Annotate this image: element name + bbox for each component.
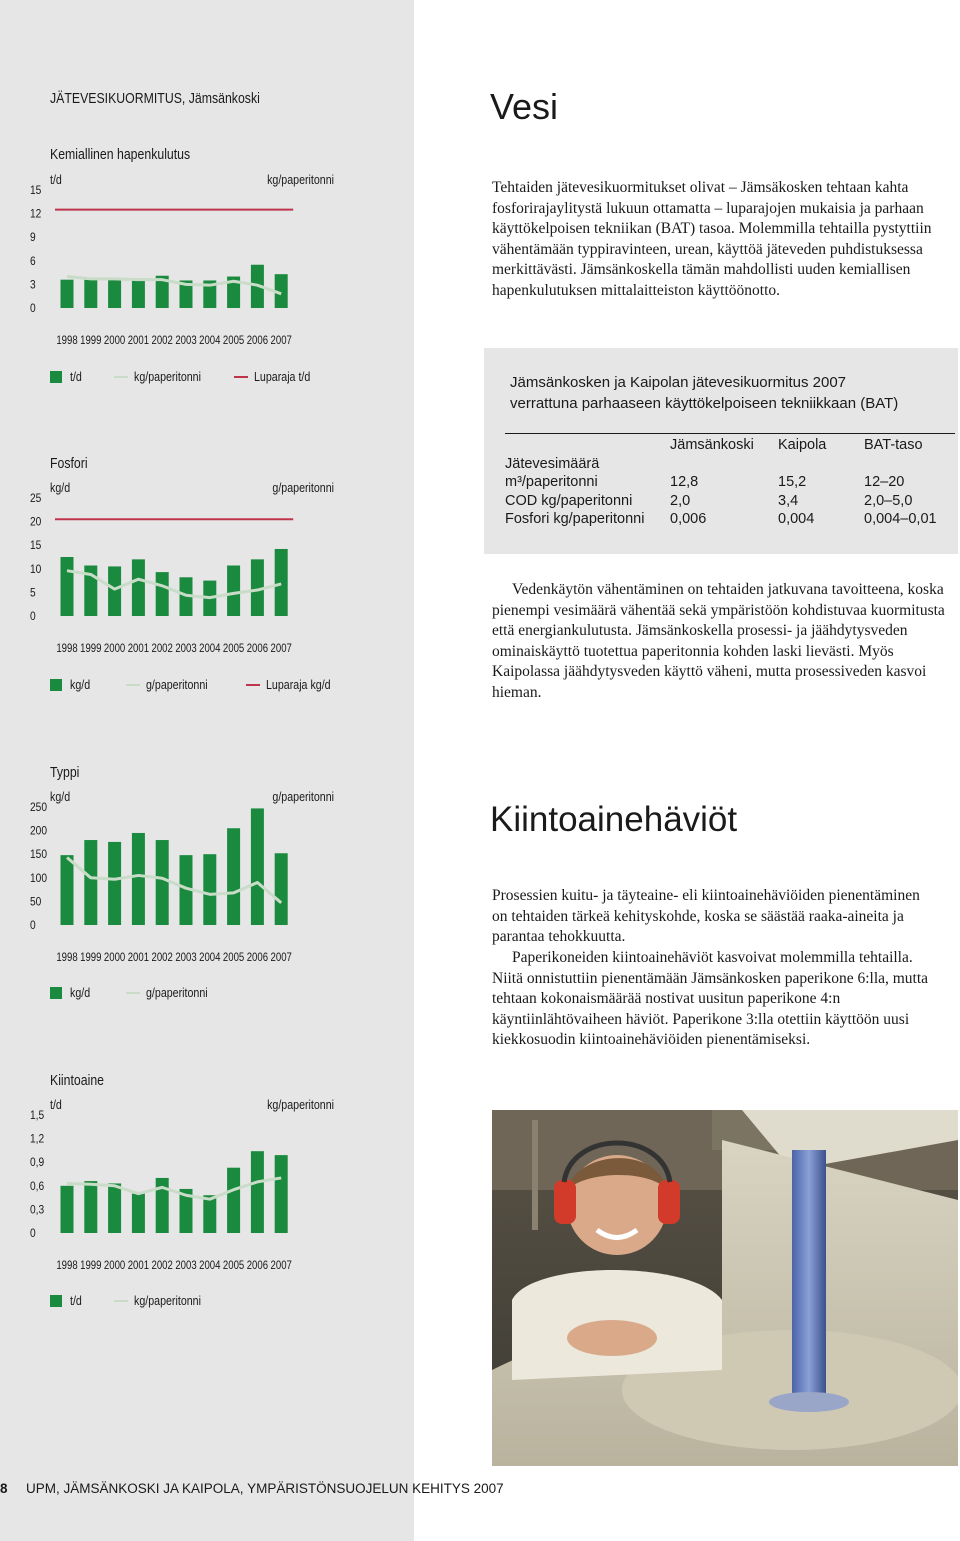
y-tick-label: 15 <box>30 539 42 553</box>
y-tick-label: 200 <box>30 824 48 838</box>
table-row <box>505 473 955 492</box>
x-tick-label: 2005 <box>222 1259 245 1273</box>
legend-limit-swatch <box>246 684 260 686</box>
bar <box>61 1186 74 1233</box>
bat-header-cell: Kaipola <box>778 437 827 454</box>
legend-line-swatch <box>126 992 140 994</box>
bar <box>227 565 240 616</box>
bar <box>132 279 145 308</box>
right-unit-label: g/paperitonni <box>272 479 335 496</box>
bar <box>275 549 288 616</box>
y-tick-label: 0 <box>30 610 36 624</box>
legend-limit-swatch <box>234 376 248 378</box>
heading-vesi: Vesi <box>490 86 559 127</box>
x-tick-label: 2006 <box>246 1259 269 1273</box>
bar <box>84 280 97 308</box>
bat-table-rule <box>505 433 955 434</box>
table-cell: 3,4 <box>778 492 799 509</box>
chart-title-text: Fosfori <box>50 455 88 472</box>
legend-label: g/paperitonni <box>146 677 208 692</box>
table-row <box>505 510 955 529</box>
y-tick-label: 100 <box>30 872 48 886</box>
left-unit-label: kg/d <box>50 788 71 805</box>
x-tick-label: 2003 <box>175 951 197 965</box>
x-tick-label: 1998 <box>56 334 78 348</box>
table-cell: 0,004–0,01 <box>864 511 937 528</box>
legend-label: kg/paperitonni <box>134 1293 201 1308</box>
y-tick-label: 1,2 <box>30 1132 45 1146</box>
legend-label: kg/d <box>70 677 91 692</box>
table-cell: Jätevesimäärä <box>505 455 600 472</box>
y-tick-label: 0,6 <box>30 1180 45 1194</box>
x-tick-label: 1999 <box>80 1259 102 1273</box>
x-tick-label: 2006 <box>246 642 269 656</box>
bat-header-row <box>505 436 955 455</box>
chart-typpi <box>0 785 414 965</box>
x-tick-label: 2003 <box>175 1259 197 1273</box>
table-cell: 0,004 <box>778 511 815 528</box>
bar <box>203 1195 216 1233</box>
bar <box>275 853 288 925</box>
x-tick-label: 1998 <box>56 642 78 656</box>
y-tick-label: 12 <box>30 207 42 221</box>
legend-bar-swatch <box>50 371 62 383</box>
y-tick-label: 0,3 <box>30 1203 45 1217</box>
x-tick-label: 1998 <box>56 1259 78 1273</box>
y-tick-label: 5 <box>30 586 36 600</box>
x-tick-label: 2006 <box>246 951 269 965</box>
legend-label: kg/d <box>70 985 91 1000</box>
chart-chem <box>0 168 414 348</box>
table-row <box>505 492 955 511</box>
bat-title-line: verrattuna parhaaseen käyttökelpoiseen tekniikkaan (BAT) <box>510 395 899 412</box>
x-tick-label: 2002 <box>151 642 173 656</box>
bar <box>132 1194 145 1233</box>
chart-kiintoaine <box>0 1093 414 1273</box>
series-line <box>67 1178 281 1199</box>
y-tick-label: 25 <box>30 492 42 506</box>
page-number: 8 <box>0 1481 8 1496</box>
legend-kiintoaine <box>50 1293 216 1308</box>
legend-label: g/paperitonni <box>146 985 208 1000</box>
legend-label: kg/paperitonni <box>134 369 201 384</box>
legend-label: Luparaja t/d <box>254 369 311 384</box>
legend-bar-swatch <box>50 679 62 691</box>
series-line <box>67 571 281 598</box>
table-cell: COD kg/paperitonni <box>505 492 633 509</box>
x-tick-label: 2001 <box>127 1259 150 1273</box>
footer-text: UPM, JÄMSÄNKOSKI JA KAIPOLA, YMPÄRISTÖNSUOJELUN KEHITYS 2007 <box>26 1481 504 1496</box>
x-tick-label: 2007 <box>270 334 292 348</box>
chart-title-text: Kemiallinen hapenkulutus <box>50 146 191 163</box>
x-tick-label: 1999 <box>80 951 102 965</box>
bar <box>275 1155 288 1233</box>
x-tick-label: 2005 <box>222 642 245 656</box>
x-tick-label: 2001 <box>127 642 150 656</box>
left-unit-label: kg/d <box>50 479 71 496</box>
bar <box>132 833 145 925</box>
x-tick-label: 2007 <box>270 642 292 656</box>
vedenkaytto-paragraph: Vedenkäytön vähentäminen on tehtaiden jatkuvana tavoitteena, koska pienempi vesimäärä vähentää sekä ympäristöön kohdistuvaa kuormitusta että energiankulutusta. Jämsänkoskella prosessi- ja jäähdytysveden ominaiskäyttö tuotettua paperitonnia kohden laski lievästi. Myös Kaipolassa jäähdytysveden käyttö väheni, mutta prosessiveden kasvoi hieman. <box>492 581 945 701</box>
table-cell: 2,0 <box>670 492 691 509</box>
bar <box>251 1151 264 1233</box>
x-tick-label: 2007 <box>270 1259 292 1273</box>
x-tick-label: 2001 <box>127 951 150 965</box>
x-tick-label: 2007 <box>270 951 292 965</box>
legend-fosfori <box>50 677 345 692</box>
x-tick-label: 1999 <box>80 334 102 348</box>
kiinto-paragraph-2: Paperikoneiden kiintoainehäviöt kasvoivat molemmilla tehtailla. Niitä onnistuttiin pienentämään Jämsänkosken paperikone 6:lla, mutta tehtaan kokonaismäärää nostivat uusitun paperikone 4:n käyntiinlähtövaiheen häviöt. Paperikone 3:lla otettiin käyttöön uusi kiekkosuodin kiintoainehäviöiden pienentämiseksi. <box>492 949 929 1048</box>
chart-title-chem <box>50 146 221 163</box>
chart-title-kiintoaine <box>50 1072 116 1089</box>
chart-title-fosfori <box>50 455 96 472</box>
x-tick-label: 2002 <box>151 1259 173 1273</box>
bar <box>108 279 121 308</box>
y-tick-label: 6 <box>30 255 36 269</box>
bar <box>156 840 169 925</box>
y-tick-label: 20 <box>30 515 42 529</box>
bat-title-line: Jämsänkosken ja Kaipolan jätevesikuormitus 2007 <box>510 374 847 391</box>
bat-header-cell: Jämsänkoski <box>670 437 754 454</box>
left-unit-label: t/d <box>50 171 62 188</box>
y-tick-label: 3 <box>30 278 36 292</box>
table-cell: 2,0–5,0 <box>864 492 913 509</box>
bat-header-cell <box>505 436 670 455</box>
bar <box>227 828 240 925</box>
legend-chem <box>50 369 323 384</box>
table-cell <box>864 455 955 474</box>
bar <box>61 855 74 925</box>
legend-typpi <box>50 985 221 1000</box>
legend-line-swatch <box>126 684 140 686</box>
x-tick-label: 2004 <box>199 642 221 656</box>
x-tick-label: 2003 <box>175 334 197 348</box>
x-tick-label: 2004 <box>199 334 221 348</box>
legend-line-swatch <box>114 1300 128 1302</box>
y-tick-label: 0 <box>30 919 36 933</box>
right-unit-label: g/paperitonni <box>272 788 335 805</box>
table-cell <box>778 455 864 474</box>
y-tick-label: 10 <box>30 563 42 577</box>
bar <box>203 854 216 925</box>
bat-box-title <box>510 372 898 414</box>
table-cell: 0,006 <box>670 511 707 528</box>
photo-illustration <box>492 1110 958 1466</box>
chart-title-text: Kiintoaine <box>50 1072 105 1089</box>
table-cell: 15,2 <box>778 474 807 491</box>
x-tick-label: 2000 <box>103 951 126 965</box>
y-tick-label: 1,5 <box>30 1109 45 1123</box>
x-tick-label: 2005 <box>222 334 245 348</box>
x-tick-label: 2006 <box>246 334 269 348</box>
y-tick-label: 0,9 <box>30 1156 45 1170</box>
table-row <box>505 455 955 474</box>
x-tick-label: 2002 <box>151 334 173 348</box>
legend-line-swatch <box>114 376 128 378</box>
x-tick-label: 2003 <box>175 642 197 656</box>
kiinto-paragraph-1: Prosessien kuitu- ja täyteaine- eli kiintoainehäviöiden pienentäminen on tehtaiden tärkeä kehityskohde, koska se säästää raaka-aineita ja parantaa tehokkuutta. <box>492 887 920 945</box>
table-cell <box>670 455 778 474</box>
bar <box>251 808 264 925</box>
legend-bar-swatch <box>50 987 62 999</box>
y-tick-label: 15 <box>30 184 42 198</box>
right-unit-label: kg/paperitonni <box>267 1096 335 1113</box>
bar <box>84 1181 97 1233</box>
table-cell: 12,8 <box>670 474 699 491</box>
y-tick-label: 0 <box>30 1227 36 1241</box>
x-tick-label: 2000 <box>103 642 126 656</box>
series-line <box>67 277 281 294</box>
bar <box>61 557 74 616</box>
legend-bar-swatch <box>50 1295 62 1307</box>
y-tick-label: 250 <box>30 801 48 815</box>
heading-kiintoainehaviot: Kiintoainehäviöt <box>490 800 738 839</box>
x-tick-label: 2000 <box>103 334 126 348</box>
x-tick-label: 2004 <box>199 951 221 965</box>
vesi-paragraph: Tehtaiden jätevesikuormitukset olivat – Jämsäkosken tehtaan kahta fosforirajaylitystä lukuun ottamatta – luparajojen mukaisia ja parhaan käyttökelpoisen tekniikan (BAT) tasoa. Molemmilla tehtailla pystyttiin vähentämään typpiravinteen, urean, käyttöä jäteveden puhdistuksessa merkittävästi. Jämsänkoskella tämän mahdollisti uuden kemiallisen hapenkulutuksen mittalaitteiston käyttöönotto. <box>492 179 932 299</box>
worker-photo <box>492 1110 958 1466</box>
series-line <box>67 858 281 903</box>
bar <box>61 280 74 308</box>
right-unit-label: kg/paperitonni <box>267 171 335 188</box>
section-title <box>50 90 306 107</box>
x-tick-label: 2001 <box>127 334 150 348</box>
x-tick-label: 2002 <box>151 951 173 965</box>
x-tick-label: 2000 <box>103 1259 126 1273</box>
table-cell: 12–20 <box>864 474 905 491</box>
legend-label: t/d <box>70 1293 82 1308</box>
bar <box>132 559 145 616</box>
y-tick-label: 9 <box>30 231 36 245</box>
y-tick-label: 50 <box>30 895 42 909</box>
bar <box>108 566 121 616</box>
legend-label: t/d <box>70 369 82 384</box>
x-tick-label: 2004 <box>199 1259 221 1273</box>
chart-title-text: Typpi <box>50 764 80 781</box>
left-unit-label: t/d <box>50 1096 62 1113</box>
bat-table <box>505 436 955 529</box>
y-tick-label: 0 <box>30 302 36 316</box>
y-tick-label: 150 <box>30 848 48 862</box>
x-tick-label: 1999 <box>80 642 102 656</box>
x-tick-label: 1998 <box>56 951 78 965</box>
bar <box>108 1183 121 1233</box>
x-tick-label: 2005 <box>222 951 245 965</box>
bat-header-cell: BAT-taso <box>864 437 923 454</box>
table-cell: m³/paperitonni <box>505 474 598 491</box>
section-title-text: JÄTEVESIKUORMITUS, Jämsänkoski <box>50 90 260 107</box>
table-cell: Fosfori kg/paperitonni <box>505 511 645 528</box>
bar <box>84 840 97 925</box>
chart-title-typpi <box>50 764 86 781</box>
bar <box>156 572 169 616</box>
bar <box>108 842 121 925</box>
legend-label: Luparaja kg/d <box>266 677 331 692</box>
bar <box>227 1168 240 1233</box>
chart-fosfori <box>0 476 414 656</box>
